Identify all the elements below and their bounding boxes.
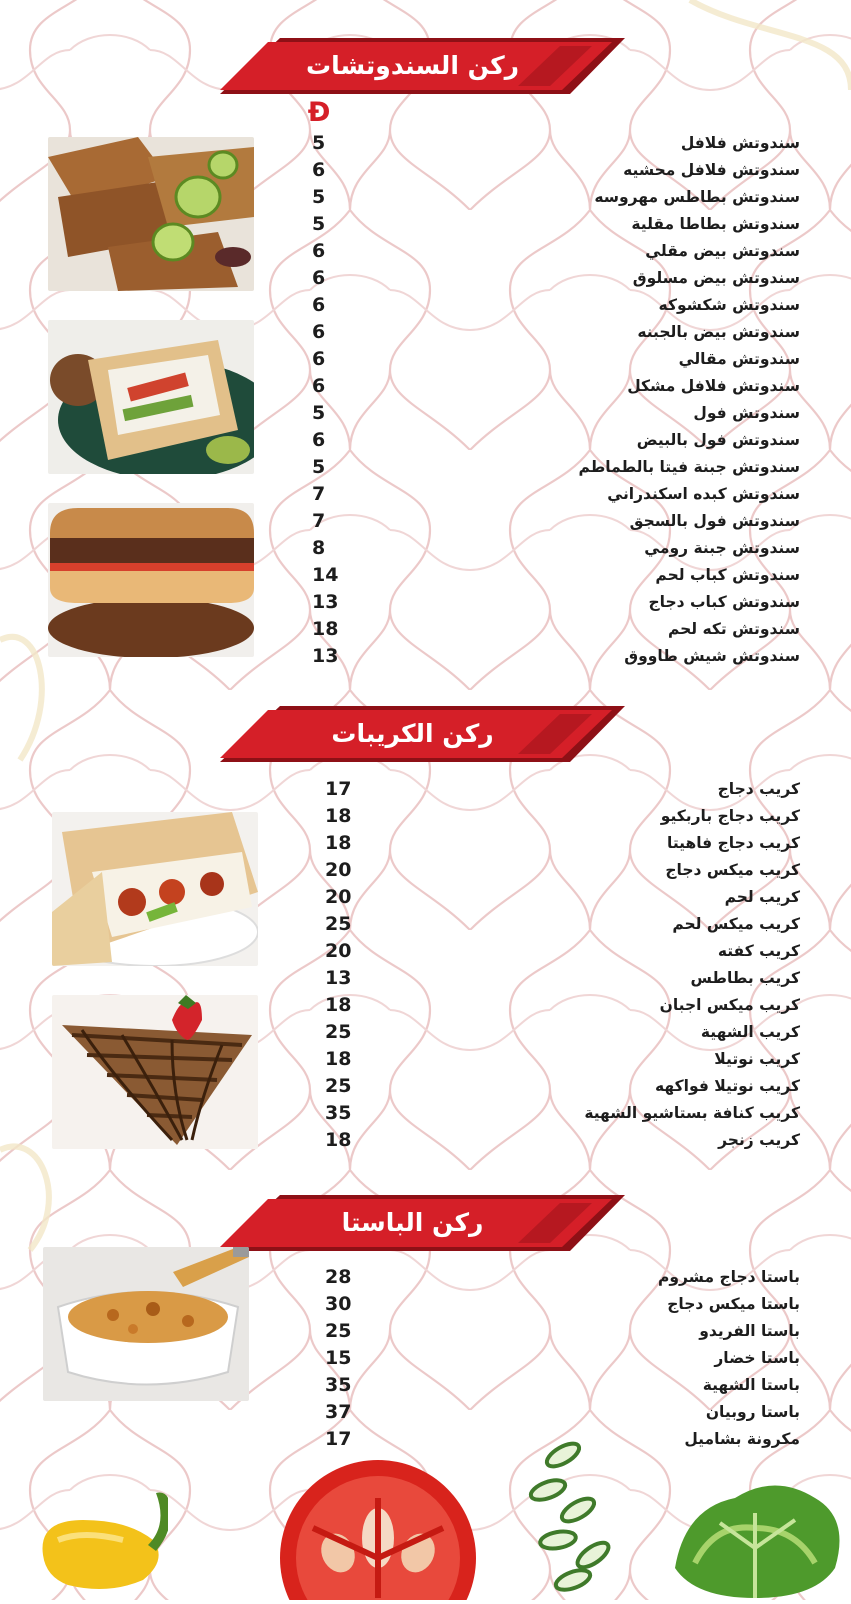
item-price: 20 [325, 886, 352, 908]
item-name: باستا دجاج مشروم [658, 1268, 800, 1286]
item-price: 20 [325, 940, 352, 962]
menu-item [0, 965, 851, 992]
item-name: سندوتش بطاطا مقلية [631, 215, 800, 233]
item-price: 13 [312, 591, 339, 613]
item-price: 13 [325, 967, 352, 989]
item-price: 7 [312, 483, 326, 505]
item-name: كريب كنافة بستاشيو الشهية [584, 1104, 800, 1122]
item-price: 5 [312, 132, 326, 154]
item-price: 35 [325, 1374, 352, 1396]
item-price: 6 [312, 159, 326, 181]
item-price: 5 [312, 402, 326, 424]
item-price: 18 [325, 1048, 352, 1070]
item-price: 17 [325, 778, 352, 800]
item-price: 6 [312, 348, 326, 370]
item-price: 25 [325, 1320, 352, 1342]
item-name: كريب دجاج فاهيتا [667, 834, 800, 852]
item-name: باستا الشهية [702, 1376, 800, 1394]
tomato-icon [278, 1458, 478, 1600]
item-name: كريب ميكس دجاج [665, 861, 800, 879]
menu-item [0, 1399, 851, 1426]
section-title: ركن الباستا [341, 1208, 484, 1237]
item-name: كريب الشهية [700, 1023, 800, 1041]
section-banner-pasta [220, 1195, 625, 1251]
item-name: سندوتش بيض بالجبنه [637, 323, 800, 341]
item-name: كريب نوتيلا فواكهه [655, 1077, 800, 1095]
item-price: 8 [312, 537, 326, 559]
item-price: 5 [312, 213, 326, 235]
yellow-pepper-icon [28, 1485, 168, 1590]
item-price: 30 [325, 1293, 352, 1315]
item-price: 14 [312, 564, 339, 586]
item-price: 35 [325, 1102, 352, 1124]
item-name: كريب بطاطس [690, 969, 800, 987]
item-price: 5 [312, 456, 326, 478]
item-name: سندوتش تكه لحم [667, 620, 800, 638]
item-price: 13 [312, 645, 339, 667]
item-name: كريب زنجر [718, 1131, 800, 1149]
item-name: مكرونة بشاميل [684, 1430, 800, 1448]
item-price: 6 [312, 240, 326, 262]
item-name: كريب ميكس اجبان [659, 996, 800, 1014]
item-price: 6 [312, 294, 326, 316]
item-price: 15 [325, 1347, 352, 1369]
item-price: 6 [312, 267, 326, 289]
item-price: 25 [325, 913, 352, 935]
photo-arayes [48, 137, 254, 291]
item-name: كريب دجاج [717, 780, 800, 798]
item-price: 7 [312, 510, 326, 532]
item-name: كريب نوتيلا [714, 1050, 800, 1068]
item-name: سندوتش فلافل [680, 134, 800, 152]
lettuce-icon [665, 1468, 845, 1600]
item-name: سندوتش فلافل مشكل [627, 377, 800, 395]
photo-nutella-crepe [52, 995, 258, 1149]
item-name: سندوتش بيض مقلي [645, 242, 800, 260]
item-name: سندوتش كباب دجاج [648, 593, 800, 611]
item-name: سندوتش بطاطس مهروسه [594, 188, 800, 206]
item-name: باستا روبيان [705, 1403, 800, 1421]
item-price: 25 [325, 1075, 352, 1097]
menu-item [0, 292, 851, 319]
item-name: سندوتش شكشوكه [658, 296, 800, 314]
item-price: 5 [312, 186, 326, 208]
item-price: 17 [325, 1428, 352, 1450]
item-name: باستا خضار [714, 1349, 800, 1367]
item-name: سندوتش فلافل محشيه [623, 161, 800, 179]
item-name: كريب كفته [717, 942, 800, 960]
item-name: سندوتش كباب لحم [655, 566, 800, 584]
item-price: 18 [325, 994, 352, 1016]
item-name: كريب ميكس لحم [672, 915, 800, 933]
item-name: سندوتش كبده اسكندراني [607, 485, 800, 503]
section-banner-sandwiches [220, 38, 625, 94]
item-price: 6 [312, 321, 326, 343]
cucumber-icon [518, 1435, 628, 1595]
item-price: 18 [325, 805, 352, 827]
section-title: ركن السندوتشات [305, 51, 520, 80]
item-name: سندوتش فول [693, 404, 800, 422]
item-price: 25 [325, 1021, 352, 1043]
item-price: 18 [325, 1129, 352, 1151]
menu-item [0, 1426, 851, 1453]
item-name: سندوتش فول بالبيض [636, 431, 800, 449]
item-name: سندوتش بيض مسلوق [632, 269, 800, 287]
menu-item [0, 776, 851, 803]
item-name: كريب دجاج باربكيو [660, 807, 800, 825]
item-price: 18 [312, 618, 339, 640]
photo-chicken-crepe [52, 812, 258, 966]
photo-bechamel-pasta [43, 1247, 249, 1401]
item-price: 6 [312, 375, 326, 397]
section-title: ركن الكريبات [331, 719, 494, 748]
item-price: 28 [325, 1266, 352, 1288]
photo-pita-sandwich [48, 320, 254, 474]
item-name: سندوتش جبنة رومي [644, 539, 800, 557]
item-name: سندوتش مقالي [678, 350, 800, 368]
item-price: 18 [325, 832, 352, 854]
photo-kebab-sandwich [48, 503, 254, 657]
item-price: 20 [325, 859, 352, 881]
item-name: سندوتش شيش طاووق [624, 647, 800, 665]
item-name: باستا ميكس دجاج [667, 1295, 800, 1313]
item-price: 6 [312, 429, 326, 451]
item-name: سندوتش جبنة فيتا بالطماطم [578, 458, 800, 476]
item-name: باستا الفريدو [699, 1322, 800, 1340]
item-name: كريب لحم [724, 888, 800, 906]
section-banner-crepes [220, 706, 625, 762]
dirham-currency-icon: Đ [307, 97, 331, 128]
item-price: 37 [325, 1401, 352, 1423]
item-name: سندوتش فول بالسجق [629, 512, 800, 530]
